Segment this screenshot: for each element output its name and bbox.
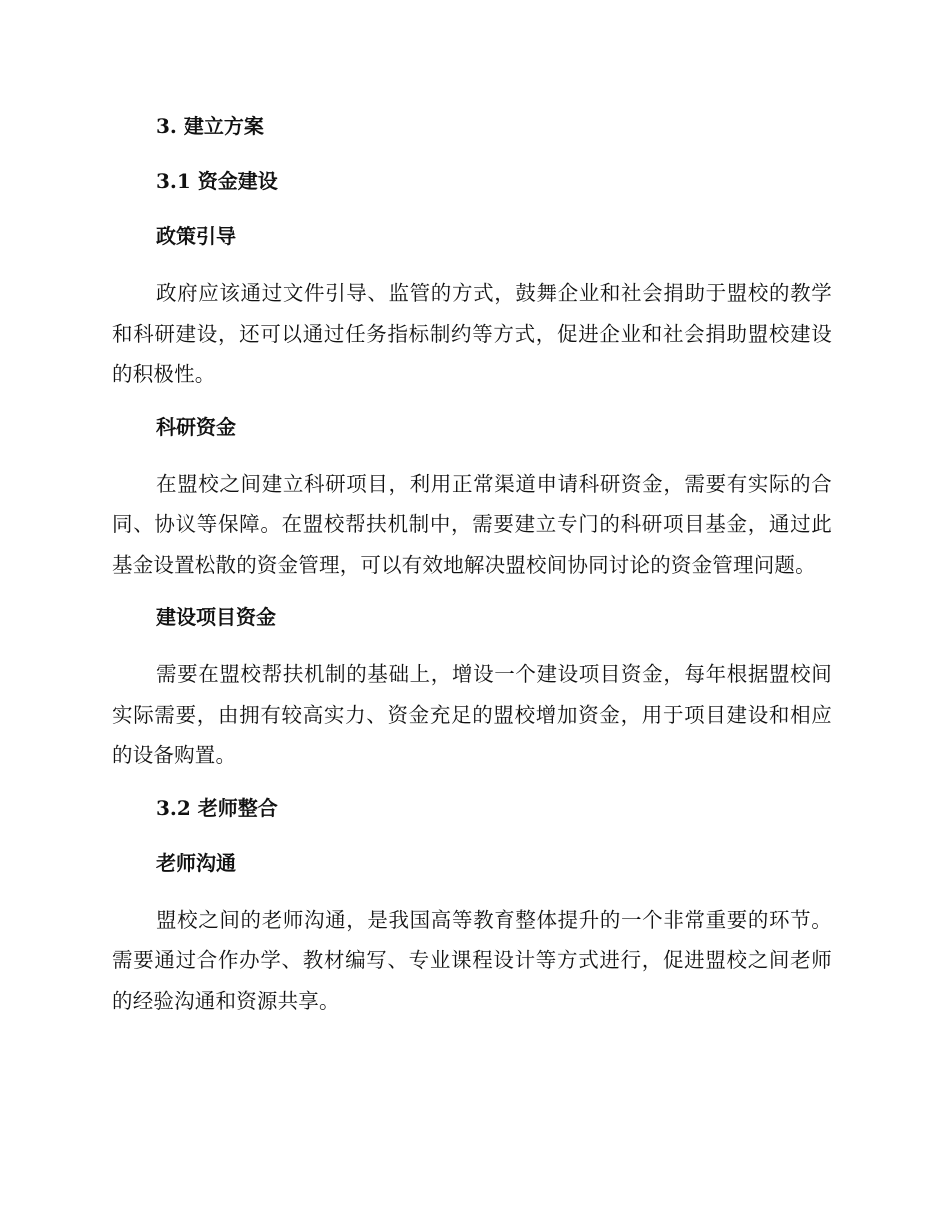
topic-heading: 建设项目资金 [156, 605, 276, 629]
document-body [112, 108, 832, 1035]
topic-heading: 老师沟通 [156, 850, 236, 875]
paragraph: 需要在盟校帮扶机制的基础上，增设一个建设项目资金，每年根据盟校间实际需要，由拥有较高实力、资金充足的盟校增加资金，用于项目建设和相应的设备购置。 [112, 662, 832, 767]
section-heading: 3. 建立方案 [156, 114, 264, 138]
subsection-heading: 3.1 资金建设 [156, 169, 278, 193]
topic-heading: 政策引导 [156, 224, 236, 248]
topic-heading: 科研资金 [156, 414, 236, 439]
paragraph: 政府应该通过文件引导、监管的方式，鼓舞企业和社会捐助于盟校的教学和科研建设，还可以通过任务指标制约等方式，促进企业和社会捐助盟校建设的积极性。 [112, 281, 832, 386]
paragraph: 在盟校之间建立科研项目，利用正常渠道申请科研资金，需要有实际的合同、协议等保障。在盟校帮扶机制中，需要建立专门的科研项目基金，通过此基金设置松散的资金管理，可以有效地解决盟校间协同讨论的资金管理问题。 [112, 471, 832, 577]
paragraph: 盟校之间的老师沟通，是我国高等教育整体提升的一个非常重要的环节。需要通过合作办学、教材编写、专业课程设计等方式进行，促进盟校之间老师的经验沟通和资源共享。 [112, 907, 832, 1013]
subsection-heading: 3.2 老师整合 [156, 795, 278, 820]
